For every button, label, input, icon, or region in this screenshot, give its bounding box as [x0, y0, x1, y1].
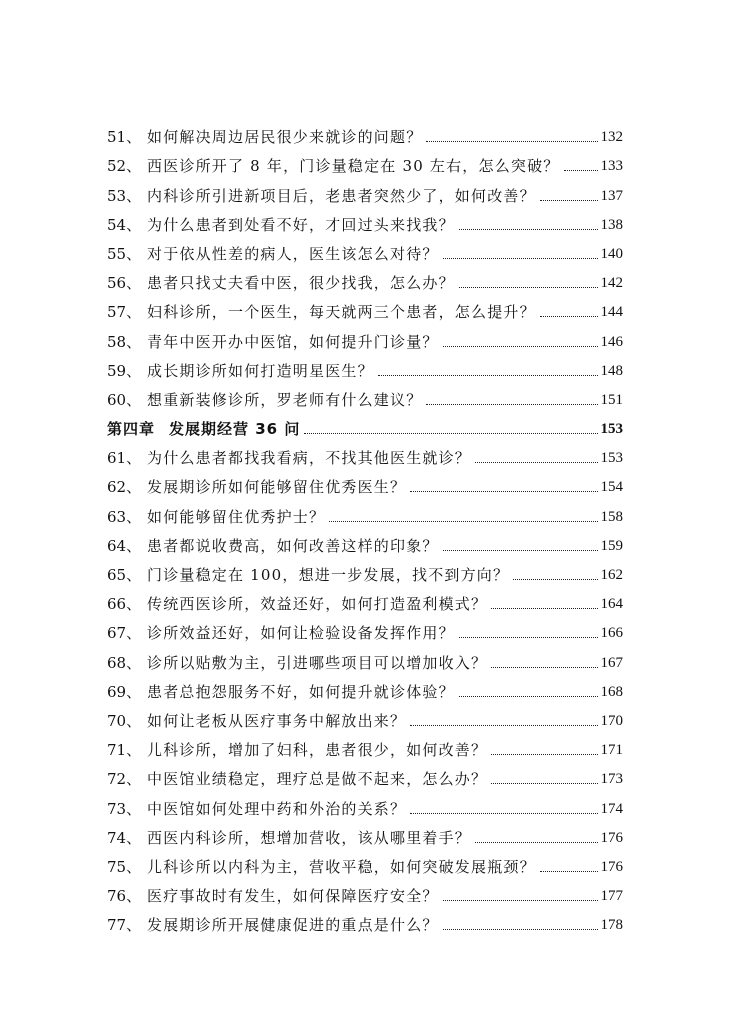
entry-page-number: 168	[600, 683, 623, 700]
toc-entry[interactable]	[107, 321, 623, 350]
dot-leader	[443, 258, 598, 259]
table-of-contents	[107, 117, 623, 934]
toc-entry[interactable]	[107, 730, 623, 759]
entry-number: 74、	[107, 828, 142, 847]
dot-leader	[443, 929, 598, 930]
entry-number: 70、	[107, 711, 142, 730]
entry-number: 67、	[107, 624, 142, 643]
entry-page-number: 158	[600, 508, 623, 525]
entry-number: 69、	[107, 682, 142, 701]
entry-number: 76、	[107, 887, 142, 906]
entry-title: 为什么患者到处看不好，才回过头来找我？	[147, 215, 455, 234]
entry-page-number: 166	[600, 625, 623, 642]
entry-title: 诊所效益还好，如何让检验设备发挥作用？	[147, 624, 455, 643]
entry-page-number: 176	[600, 858, 623, 875]
entry-number: 57、	[107, 303, 142, 322]
entry-number: 66、	[107, 595, 142, 614]
entry-title: 西医内科诊所，想增加营收，该从哪里着手？	[147, 828, 472, 847]
entry-page-number: 178	[600, 917, 623, 934]
entry-title: 如何让老板从医疗事务中解放出来？	[147, 711, 407, 730]
entry-page-number: 171	[600, 742, 623, 759]
dot-leader	[304, 433, 597, 434]
dot-leader	[491, 667, 597, 668]
entry-number: 51、	[107, 128, 142, 147]
toc-entry[interactable]	[107, 876, 623, 905]
toc-entry[interactable]	[107, 292, 623, 321]
entry-number: 53、	[107, 186, 142, 205]
entry-title: 发展期诊所如何能够留住优秀医生？	[147, 478, 407, 497]
entry-page-number: 164	[600, 596, 623, 613]
chapter-heading[interactable]	[107, 409, 623, 438]
chapter-label: 第四章	[107, 420, 156, 439]
toc-entry[interactable]	[107, 847, 623, 876]
entry-number: 64、	[107, 536, 142, 555]
entry-title: 患者总抱怨服务不好，如何提升就诊体验？	[147, 682, 455, 701]
entry-page-number: 162	[600, 567, 623, 583]
entry-page-number: 159	[600, 537, 623, 554]
toc-entry[interactable]	[107, 467, 623, 496]
toc-entry[interactable]	[107, 175, 623, 204]
dot-leader	[443, 900, 598, 901]
toc-entry[interactable]	[107, 642, 623, 671]
entry-number: 61、	[107, 449, 142, 468]
chapter-page-number: 153	[600, 421, 623, 438]
dot-leader	[329, 521, 597, 522]
entry-page-number: 137	[600, 187, 623, 204]
dot-leader	[459, 229, 598, 230]
entry-page-number: 148	[600, 362, 623, 379]
dot-leader	[540, 316, 598, 317]
entry-title: 患者只找丈夫看中医，很少找我，怎么办？	[147, 274, 455, 293]
entry-title: 儿科诊所以内科为主，营收平稳，如何突破发展瓶颈？	[147, 857, 536, 876]
toc-entry[interactable]	[107, 496, 623, 525]
entry-number: 63、	[107, 507, 142, 526]
dot-leader	[426, 141, 597, 142]
entry-number: 73、	[107, 799, 142, 818]
entry-page-number: 140	[600, 245, 623, 262]
entry-page-number: 170	[600, 712, 623, 729]
toc-entry[interactable]	[107, 205, 623, 234]
entry-number: 56、	[107, 274, 142, 293]
entry-title: 诊所以贴敷为主，引进哪些项目可以增加收入？	[147, 653, 488, 672]
dot-leader	[564, 170, 598, 171]
dot-leader	[459, 637, 598, 638]
entry-number: 75、	[107, 857, 142, 876]
dot-leader	[540, 871, 598, 872]
entry-title: 发展期诊所开展健康促进的重点是什么？	[147, 916, 439, 935]
entry-title: 成长期诊所如何打造明星医生？	[147, 361, 374, 380]
toc-entries-before	[107, 117, 623, 409]
toc-entry[interactable]	[107, 555, 623, 584]
entry-number: 72、	[107, 770, 142, 789]
dot-leader	[459, 696, 598, 697]
toc-entry[interactable]	[107, 788, 623, 817]
entry-page-number: 173	[600, 771, 623, 788]
toc-entry[interactable]	[107, 526, 623, 555]
entry-page-number: 154	[600, 479, 623, 496]
entry-number: 55、	[107, 244, 142, 263]
entry-page-number: 174	[600, 800, 623, 817]
toc-entry[interactable]	[107, 613, 623, 642]
entry-page-number: 142	[600, 275, 623, 292]
dot-leader	[459, 287, 598, 288]
entry-number: 60、	[107, 390, 142, 409]
toc-entry[interactable]	[107, 584, 623, 613]
entry-number: 52、	[107, 157, 142, 176]
entry-page-number: 138	[600, 216, 623, 233]
entry-number: 58、	[107, 332, 142, 351]
entry-page-number: 176	[600, 829, 623, 846]
entry-title: 对于依从性差的病人，医生该怎么对待？	[147, 244, 439, 263]
entry-page-number: 146	[600, 333, 623, 350]
entry-number: 71、	[107, 741, 142, 760]
toc-entry[interactable]	[107, 818, 623, 847]
entry-page-number: 177	[600, 888, 623, 905]
toc-entry[interactable]	[107, 380, 623, 409]
entry-title: 如何能够留住优秀护士？	[147, 507, 326, 526]
dot-leader	[491, 608, 597, 609]
entry-page-number: 167	[600, 654, 623, 671]
dot-leader	[426, 404, 597, 405]
dot-leader	[491, 783, 597, 784]
dot-leader	[378, 375, 598, 376]
entry-page-number: 144	[600, 304, 623, 321]
entry-title: 患者都说收费高，如何改善这样的印象？	[147, 536, 439, 555]
entry-title: 想重新装修诊所，罗老师有什么建议？	[147, 390, 423, 409]
dot-leader	[540, 200, 598, 201]
dot-leader	[475, 842, 597, 843]
entry-title: 门诊量稳定在 100，想进一步发展，找不到方向？	[147, 566, 510, 584]
entry-title: 青年中医开办中医馆，如何提升门诊量？	[147, 332, 439, 351]
entry-number: 77、	[107, 916, 142, 935]
entry-title: 内科诊所引进新项目后，老患者突然少了，如何改善？	[147, 186, 536, 205]
entry-number: 68、	[107, 653, 142, 672]
dot-leader	[443, 346, 598, 347]
entry-page-number: 153	[600, 450, 623, 467]
toc-entries-after	[107, 438, 623, 934]
entry-number: 54、	[107, 215, 142, 234]
entry-title: 西医诊所开了 8 年，门诊量稳定在 30 左右，怎么突破？	[147, 157, 560, 176]
toc-entry[interactable]	[107, 146, 623, 175]
entry-number: 62、	[107, 478, 142, 497]
toc-entry[interactable]	[107, 438, 623, 467]
toc-entry[interactable]	[107, 117, 623, 146]
dot-leader	[410, 491, 597, 492]
dot-leader	[491, 754, 597, 755]
entry-page-number: 132	[600, 129, 623, 146]
dot-leader	[410, 813, 597, 814]
dot-leader	[443, 550, 598, 551]
entry-title: 如何解决周边居民很少来就诊的问题？	[147, 128, 423, 147]
dot-leader	[410, 725, 597, 726]
toc-entry[interactable]	[107, 351, 623, 380]
entry-title: 传统西医诊所，效益还好，如何打造盈利模式？	[147, 595, 488, 614]
entry-title: 医疗事故时有发生，如何保障医疗安全？	[147, 887, 439, 906]
entry-page-number: 151	[600, 391, 623, 408]
toc-entry[interactable]	[107, 263, 623, 292]
entry-title: 中医馆业绩稳定，理疗总是做不起来，怎么办？	[147, 770, 488, 789]
toc-entry[interactable]	[107, 672, 623, 701]
entry-page-number: 133	[600, 158, 623, 175]
toc-entry[interactable]	[107, 234, 623, 263]
entry-title: 为什么患者都找我看病，不找其他医生就诊？	[147, 449, 472, 468]
dot-leader	[475, 462, 597, 463]
chapter-title: 发展期经营 36 问	[169, 420, 301, 439]
dot-leader	[513, 579, 597, 580]
toc-entry[interactable]	[107, 759, 623, 788]
entry-number: 65、	[107, 566, 142, 584]
entry-number: 59、	[107, 361, 142, 380]
toc-entry[interactable]	[107, 905, 623, 934]
entry-title: 中医馆如何处理中药和外治的关系？	[147, 799, 407, 818]
toc-entry[interactable]	[107, 701, 623, 730]
entry-title: 儿科诊所，增加了妇科，患者很少，如何改善？	[147, 741, 488, 760]
entry-title: 妇科诊所，一个医生，每天就两三个患者，怎么提升？	[147, 303, 536, 322]
